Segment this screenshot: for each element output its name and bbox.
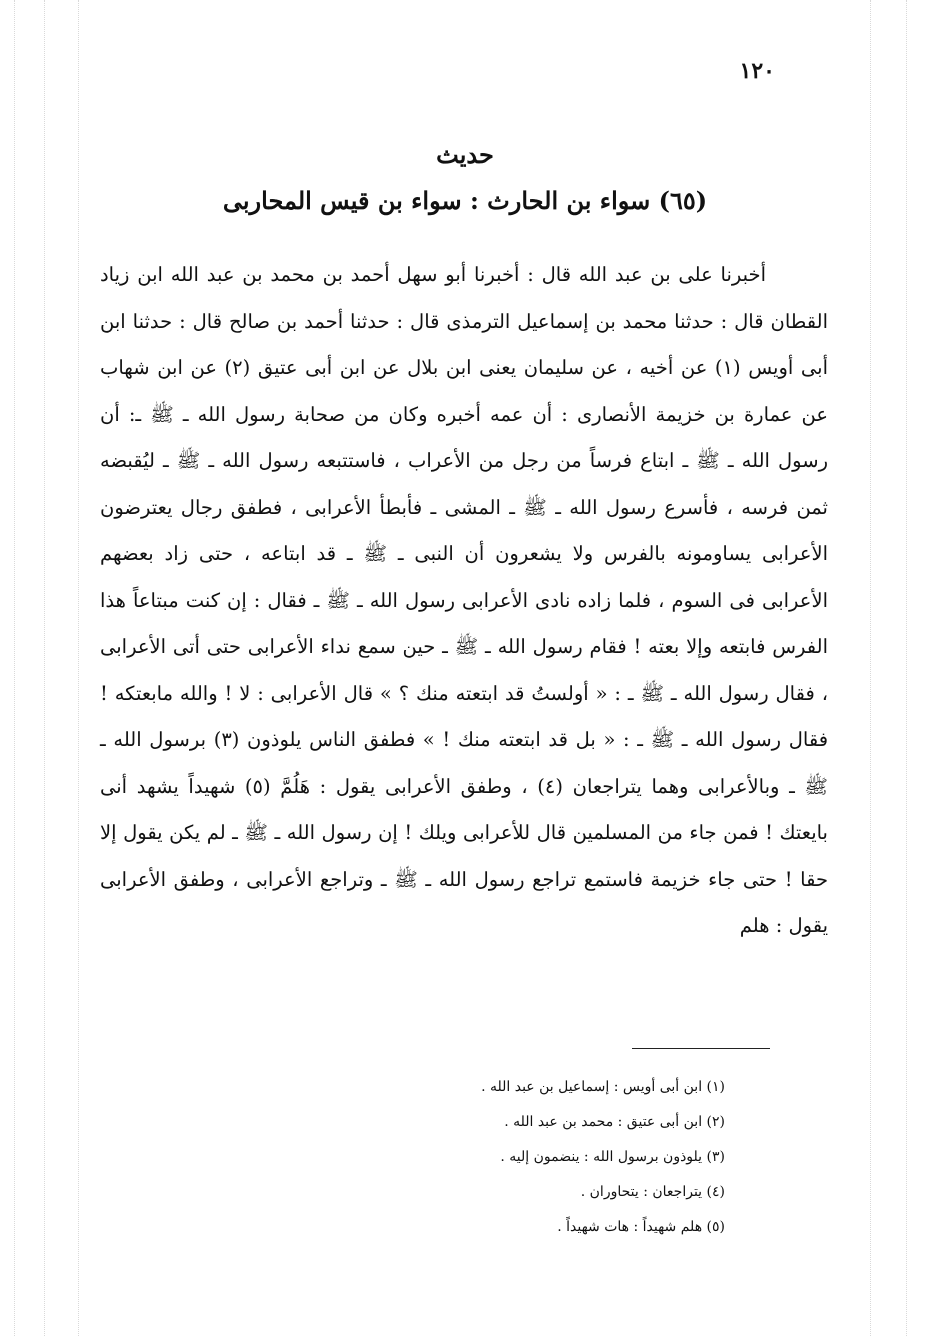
hadith-text bbox=[100, 252, 828, 950]
footnote-item: (٢) ابن أبى عتيق : محمد بن عبد الله . bbox=[504, 1114, 725, 1130]
scan-artifact-line bbox=[78, 0, 79, 1336]
footnote-item: (٤) يتراجعان : يتحاوران . bbox=[580, 1184, 725, 1200]
scan-artifact-line bbox=[906, 0, 907, 1336]
body-paragraph: أخبرنا على بن عبد الله قال : أخبرنا أبو سهل أحمد بن محمد بن عبد الله ابن زياد القطان قال : حدثنا محمد بن إسماعيل الترمذى قال : حدثنا أحمد بن صالح قال : حدثنا ابن أبى أويس (١) عن أخيه ، عن سليمان يعنى ابن بلال عن ابن أبى عتيق (٢) عن ابن شهاب عن عمارة بن خزيمة الأنصارى : أن عمه أخبره وكان من صحابة رسول الله ـ ﷺ ـ: أن رسول الله ـ ﷺ ـ ابتاع فرساً من رجل من الأعراب ، فاستتبعه رسول الله ـ ﷺ ـ ليُقبضه ثمن فرسه ، فأسرع رسول الله ـ ﷺ ـ المشى ـ فأبطأ الأعرابى ، فطفق رجال يعترضون الأعرابى يساومونه بالفرس ولا يشعرون أن النبى ـ ﷺ ـ قد ابتاعه ، حتى زاد بعضهم الأعرابى فى السوم ، فلما زاده نادى الأعرابى رسول الله ـ ﷺ ـ فقال : إن كنت مبتاعاً هذا الفرس فابتعه وإلا بعته ! فقام رسول الله ـ ﷺ ـ حين سمع نداء الأعرابى حتى أتى الأعرابى ، فقال رسول الله ـ ﷺ ـ : « أولستُ قد ابتعته منك ؟ » قال الأعرابى : لا ! والله مابعتكه ! فقال رسول الله ـ ﷺ ـ : « بل قد ابتعته منك ! » فطفق الناس يلوذون (٣) برسول الله ـ ﷺ ـ وبالأعرابى وهما يتراجعان (٤) ، وطفق الأعرابى يقول : هَلُمَّ (٥) شهيداً يشهد أنى بايعتك ! فمن جاء من المسلمين قال للأعرابى ويلك ! إن رسول الله ـ ﷺ ـ لم يكن يقول إلا حقا ! حتى جاء خزيمة فاستمع تراجع رسول الله ـ ﷺ ـ وتراجع الأعرابى ، وطفق الأعرابى يقول : هلم bbox=[100, 263, 829, 937]
page-number: ١٢٠ bbox=[739, 58, 775, 84]
scan-artifact-line bbox=[44, 0, 45, 1336]
footnote-item: (٣) يلوذون برسول الله : ينضمون إليه . bbox=[500, 1149, 725, 1165]
hadith-title: (٦٥) سواء بن الحارث : سواء بن قيس المحاربى bbox=[222, 186, 708, 215]
footnote-separator bbox=[632, 1048, 770, 1049]
footnotes-list bbox=[205, 1070, 725, 1245]
footnote-item: (٥) هلم شهيداً : هات شهيداً . bbox=[557, 1219, 725, 1235]
section-label: حديث bbox=[436, 140, 494, 169]
scan-artifact-line bbox=[870, 0, 871, 1336]
scan-artifact-line bbox=[14, 0, 15, 1336]
footnote-item: (١) ابن أبى أويس : إسماعيل بن عبد الله . bbox=[481, 1079, 725, 1095]
